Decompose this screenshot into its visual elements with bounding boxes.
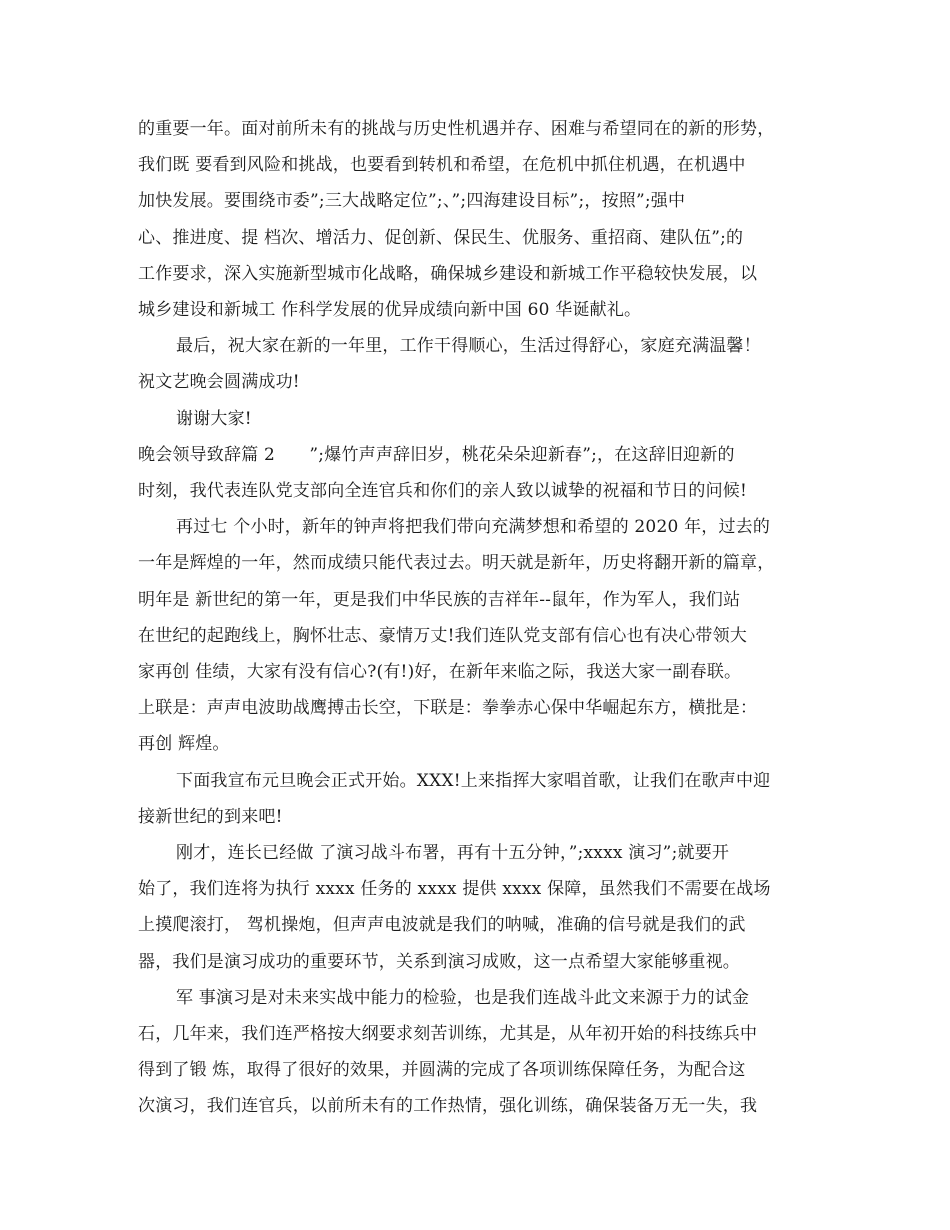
text-line: 下面我宣布元旦晚会正式开始。XXX!上来指挥大家唱首歌，让我们在歌声中迎 [176,770,771,791]
text-line: 谢谢大家! [176,408,252,429]
text-line: 器，我们是演习成功的重要环节，关系到演习成败，这一点希望大家能够重视。 [138,951,740,972]
text-line: 石，几年来，我们连严格按大纲要求刻苦训练，尤其是，从年初开始的科技练兵中 [138,1024,758,1045]
text-line: 工作要求，深入实施新型城市化战略，确保城乡建设和新城工作平稳较快发展，以 [138,263,758,284]
text-line: 得到了锻 炼，取得了很好的效果，并圆满的完成了各项训练保障任务，为配合这 [138,1060,746,1081]
text-line: 家再创 佳绩，大家有没有信心?(有!)好，在新年来临之际，我送大家一副春联。 [138,662,742,683]
text-line: 接新世纪的到来吧! [138,806,283,827]
text-line: 心、推进度、提 档次、增活力、促创新、保民生、优服务、重招商、建队伍”;的 [138,227,744,248]
text-line: 最后，祝大家在新的一年里，工作干得顺心，生活过得舒心，家庭充满温馨！ [176,336,761,357]
text-line: 我们既 要看到风险和挑战，也要看到转机和希望，在危机中抓住机遇，在机遇中 [138,155,746,176]
text-line: 再创 辉煌。 [138,734,230,755]
text-line: 刚才，连长已经做 了演习战斗布署，再有十五分钟，”;xxxx 演习”;就要开 [176,843,730,864]
document-body [138,111,838,1125]
text-line: 晚会领导致辞篇 2 ”;爆竹声声辞旧岁，桃花朵朵迎新春”;，在这辞旧迎新的 [138,444,735,465]
text-line: 的重要一年。面对前所未有的挑战与历史性机遇并存、困难与希望同在的新的形势， [138,119,775,139]
text-line: 军 事演习是对未来实战中能力的检验，也是我们连战斗此文来源于力的试金 [176,987,750,1008]
text-line: 加快发展。要围绕市委”;三大战略定位”;、”;四海建设目标”;，按照”;强中 [138,191,686,212]
text-line: 城乡建设和新城工 作科学发展的优异成绩向新中国 60 华诞献礼。 [138,300,642,321]
text-line: 上联是：声声电波助战鹰搏击长空，下联是：拳拳赤心保中华崛起东方，横批是： [138,698,758,719]
text-line: 明年是 新世纪的第一年，更是我们中华民族的吉祥年--鼠年，作为军人，我们站 [138,589,741,610]
text-line: 再过七 个小时，新年的钟声将把我们带向充满梦想和希望的 2020 年，过去的 [176,517,771,538]
text-line: 始了，我们连将为执行 xxxx 任务的 xxxx 提供 xxxx 保障，虽然我们不需要在战场 [138,879,771,900]
text-line: 次演习，我们连官兵，以前所未有的工作热情，强化训练，确保装备万无一失，我 [138,1096,758,1117]
text-line: 时刻，我代表连队党支部向全连官兵和你们的亲人致以诚挚的祝福和节日的问候! [138,481,748,502]
text-line: 祝文艺晚会圆满成功! [138,372,300,393]
text-line: 在世纪的起跑线上，胸怀壮志、豪情万丈!我们连队党支部有信心也有决心带领大 [138,625,748,646]
text-line: 上摸爬滚打， 驾机操炮，但声声电波就是我们的呐喊，准确的信号就是我们的武 [138,915,746,936]
text-line: 一年是辉煌的一年，然而成绩只能代表过去。明天就是新年，历史将翻开新的篇章， [138,553,775,574]
